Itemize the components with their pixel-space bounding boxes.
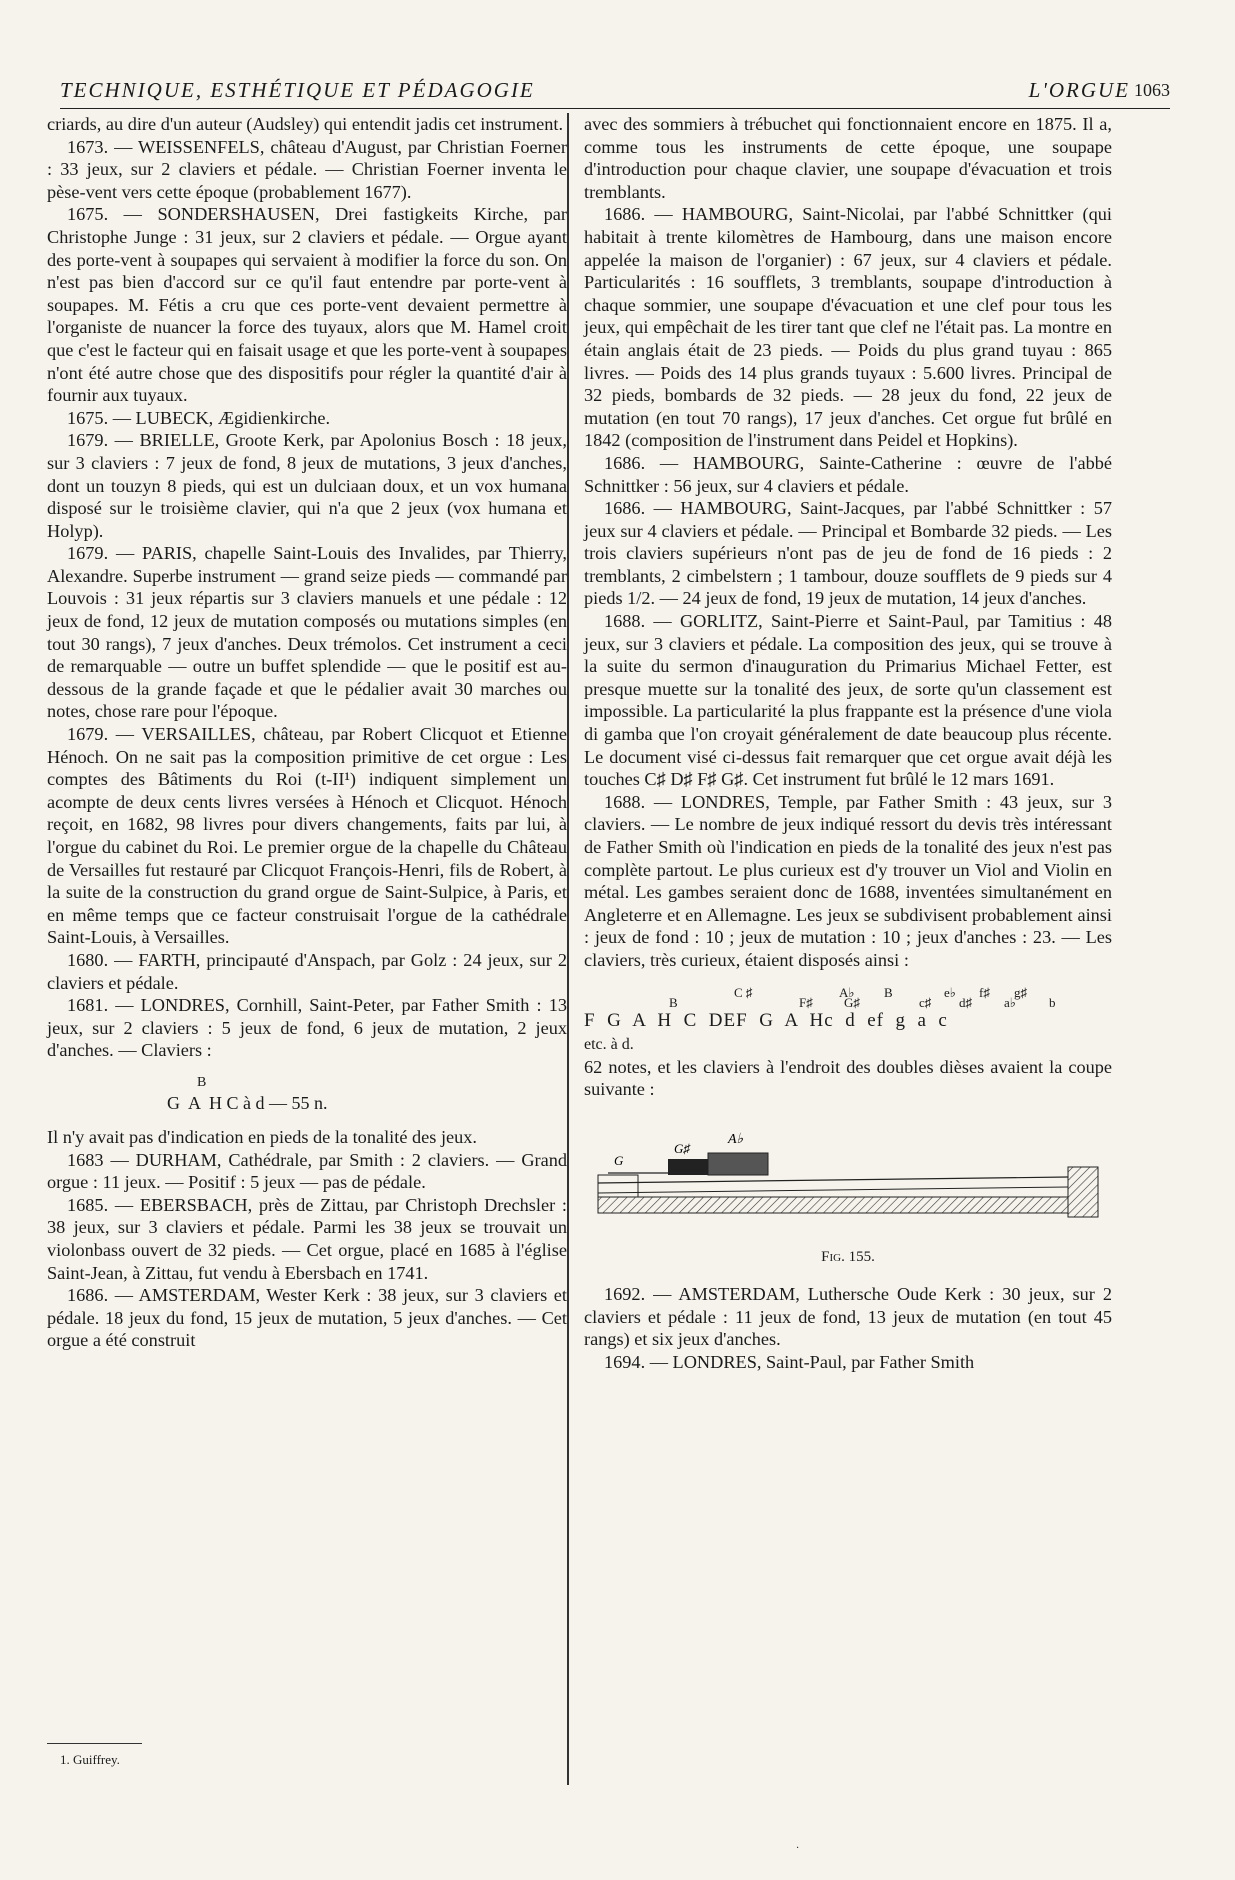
page-header xyxy=(60,74,1170,109)
label-g: G xyxy=(614,1152,624,1168)
entry-1679-paris: 1679. — PARIS, chapelle Saint-Louis des Invalides, par Thierry, Alexandre. Superbe instrument — grand seize pieds — commandé par Louvois : 31 jeux répartis sur 3 claviers manuels et une pédale : 12 jeux de fond, 12 jeux de mutation composés ou mutations simples (en tout 30 rangs), 7 jeux d'anches. Deux trémolos. Cet instrument a ceci de remarquable — outre un buffet splendide — que le positif est au-dessous de la grande façade et que le pédalier avait 30 marches ou notes, chose rare pour l'époque. xyxy=(47,543,567,722)
key-aflat xyxy=(708,1153,768,1175)
label-gsharp: G♯ xyxy=(674,1140,690,1156)
paragraph: Il n'y avait pas d'indication en pieds de la tonalité des jeux. xyxy=(47,1126,477,1147)
entry-1686-hambourg-catherine: 1686. — HAMBOURG, Sainte-Catherine : œuvre de l'abbé Schnittker : 56 jeux, sur 4 claviers et pédale. xyxy=(584,452,1112,496)
entry-1681: 1681. — LONDRES, Cornhill, Saint-Peter, par Father Smith : 13 jeux, sur 2 claviers : 5 jeux de fond, 6 jeux de mutation, 2 jeux d'anches. — Claviers : xyxy=(47,995,567,1061)
paragraph: avec des sommiers à trébuchet qui fonctionnaient encore en 1875. Il a, comme tous les instruments de cette époque, une soupape d'introduction pour chaque clavier, une soupape d'évacuation et trois tremblants. xyxy=(584,114,1112,202)
keyboard-accidental: F♯ xyxy=(799,994,813,1010)
keyboard-range: G A H C à d — 55 n. xyxy=(167,1092,328,1113)
entry-1688-londres: 1688. — LONDRES, Temple, par Father Smith : 43 jeux, sur 3 claviers. — Le nombre de jeux indiqué ressort du devis très intéressant de Father Smith où l'indication en pieds de la tonalité des jeux n'est pas complète partout. Le plus curieux est d'y trouver un Viol and Violin en métal. Les gambes seraient donc de 1688, inventées simultanément en Angleterre et en Allemagne. Les jeux se subdivisent probablement ainsi : jeux de fond : 10 ; jeux de mutation : 10 ; jeux d'anches : 23. — Les claviers, très curieux, étaient disposés ainsi : xyxy=(584,791,1112,970)
keyboard-accidental: d♯ xyxy=(959,994,972,1010)
keyboard-accidental: a♭ xyxy=(1004,994,1016,1010)
keyboard-accidental: A♭ xyxy=(839,984,855,1000)
entry-1675-sondershausen: 1675. — SONDERSHAUSEN, Drei fastigkeits Kirche, par Christophe Junge : 31 jeux, sur 2 claviers et pédale. — Orgue ayant des porte-vent à soupapes qui servaient à modifier la force du son. On n'est pas bien d'accord sur ce qu'il faut entendre par porte-vent à soupapes. M. Fétis a cru que ces porte-vent devaient permettre à l'organiste de nuancer la force des tuyaux, alors que M. Hamel croit que c'est le facteur qui en faisait usage et que les porte-vent à soupapes n'ont été autre chose que des dispositifs pour régler la quantité d'air à fournir aux tuyaux. xyxy=(47,204,567,406)
entry-1675-lubeck: 1675. — LUBECK, Ægidienkirche. xyxy=(67,407,331,428)
entry-1679-versailles: 1679. — VERSAILLES, château, par Robert Clicquot et Etienne Hénoch. On ne sait pas la composition primitive de cet orgue : Les comptes des Bâtiments du Roi (t-II¹) indiquent simplement un acompte de deux cents livres versées à Hénoch et Clicquot. Hénoch reçoit, en 1682, 98 livres pour divers changements, faits par lui, à l'orgue du cabinet du Roi. Le premier orgue de la chapelle du Château de Versailles fut restauré par Clicquot François-Henri, fils de Robert, à la suite de la construction du grand orgue de Saint-Sulpice, à Paris, et en même temps que ce facteur construisait l'orgue de la cathédrale Saint-Louis, à Versailles. xyxy=(47,724,567,948)
base-board xyxy=(598,1197,1068,1213)
column-divider xyxy=(567,113,569,1785)
keyboard-accidental: B xyxy=(669,994,678,1010)
paragraph: criards, au dire d'un auteur (Audsley) qui entendit jadis cet instrument. xyxy=(47,114,564,134)
key-gsharp xyxy=(668,1159,708,1175)
footnote: 1. Guiffrey. xyxy=(60,1752,120,1767)
figure-155 xyxy=(584,1117,1112,1243)
keyboard-upper-row xyxy=(584,982,1112,1010)
entry-1694: 1694. — LONDRES, Saint-Paul, par Father Smith xyxy=(604,1351,975,1372)
entry-1673: 1673. — WEISSENFELS, château d'August, par Christian Foerner : 33 jeux, sur 2 claviers et pédale. — Christian Foerner inventa le pèse-vent vers cette époque (probablement 1677). xyxy=(47,136,567,202)
footnote-rule xyxy=(47,1743,142,1744)
entry-1685: 1685. — EBERSBACH, près de Zittau, par Christoph Drechsler : 38 jeux, sur 3 claviers et pédale. Parmi les 38 jeux se trouvait un violonbass ouvert de 32 pieds. — Cet orgue, placé en 1685 à l'église Saint-Jean, à Zittau, fut vendu à Ebersbach en 1741. xyxy=(47,1194,567,1283)
keyboard-notation-1681 xyxy=(47,1072,567,1122)
front-block xyxy=(598,1175,638,1197)
section-title: L'ORGUE xyxy=(1028,78,1130,102)
keyboard-tail: etc. à d. xyxy=(584,1035,634,1053)
keyboard-notation-1688 xyxy=(584,982,1112,1052)
keyboard-accidental: b xyxy=(1049,994,1056,1010)
figure-caption: Fig. 155. xyxy=(821,1249,875,1266)
paragraph: 62 notes, et les claviers à l'endroit des doubles dièses avaient la coupe suivante : xyxy=(584,1056,1112,1100)
entry-1686-hambourg-nicolai: 1686. — HAMBOURG, Saint-Nicolai, par l'abbé Schnittker (qui habitait à trente kilomètres de Hambourg, dans une maison encore appelée la maison de l'organier) : 67 jeux, sur 4 claviers et pédale. Particularités : 16 soufflets, 3 tremblants, soupape d'introduction à chaque sommier, une soupape d'évacuation et une clef pour tous les jeux, qui empêchait de les tirer tant que clef ne l'était pas. La montre en étain anglais était de 23 pieds. — Poids du plus grand tuyau : 865 livres. — Poids des 14 plus grands tuyaux : 5.600 livres. Principal de 32 pieds, bombards de 32 pieds. — 28 jeux du fond, 22 jeux de mutation (en tout 70 rangs), 17 jeux d'anches. Cet orgue fut brûlé en 1842 (composition de l'instrument dans Peidel et Hopkins). xyxy=(584,204,1112,451)
label-aflat: A♭ xyxy=(728,1131,744,1147)
keyboard-accidental: f♯ xyxy=(979,984,990,1000)
entry-1688-gorlitz: 1688. — GORLITZ, Saint-Pierre et Saint-Paul, par Tamitius : 48 jeux, sur 3 claviers et pédale. La composition des jeux, qui se trouve à la suite du sermon d'inauguration du Primarius Michael Fetter, est presque muette sur la tonalité des jeux, de sorte qu'un classement est impossible. La particularité la plus frappante est la présence d'une viola di gamba que l'on croyait généralement de date beaucoup plus récente. Le document visé ci-dessus fait remarquer que cet orgue avait déjà les touches C♯ D♯ F♯ G♯. Cet instrument fut brûlé le 12 mars 1691. xyxy=(584,611,1112,790)
entry-1686-hambourg-jacques: 1686. — HAMBOURG, Saint-Jacques, par l'abbé Schnittker : 57 jeux sur 4 claviers et pédale. — Principal et Bombarde 32 pieds. — Les trois claviers supérieurs n'ont pas de jeu de fond de 16 pieds : 2 tremblants, 2 cimbelstern ; 1 tambour, douze soufflets de 9 pieds sur 4 pieds 1/2. — 24 jeux de fond, 19 jeux de mutation, 14 jeux d'anches. xyxy=(584,498,1112,609)
keyboard-upper-note: B xyxy=(197,1074,207,1090)
running-title: TECHNIQUE, ESTHÉTIQUE ET PÉDAGOGIE xyxy=(60,78,535,102)
keyboard-section-drawing xyxy=(588,1117,1108,1237)
keyboard-accidental: g♯ xyxy=(1014,984,1027,1000)
keyboard-accidental: C ♯ xyxy=(734,984,753,1000)
bottom-mark: . xyxy=(796,1840,800,1851)
keyboard-accidental: G♯ xyxy=(844,994,860,1010)
keyboard-accidental: B xyxy=(884,984,893,1000)
keyboard-accidental: e♭ xyxy=(944,984,956,1000)
page-number: 1063 xyxy=(1134,80,1170,100)
entry-1679-brielle: 1679. — BRIELLE, Groote Kerk, par Apolonius Bosch : 18 jeux, sur 3 claviers : 7 jeux de fond, 8 jeux de mutations, 3 jeux d'anches, dont un touzyn 8 pieds, qui est un dulciaan doux, et un vox humana disposé sur le troisième clavier, qui n'a que 2 jeux (vox humana et Holyp). xyxy=(47,430,567,541)
entry-1683: 1683 — DURHAM, Cathédrale, par Smith : 2 claviers. — Grand orgue : 11 jeux. — Positif : 5 jeux — pas de pédale. xyxy=(47,1149,567,1193)
right-column xyxy=(584,113,1112,1373)
keyboard-accidental: c♯ xyxy=(919,994,932,1010)
left-column xyxy=(47,113,567,1352)
rear-block xyxy=(1068,1167,1098,1217)
keyboard-lower-row: F G A H C DEF G A Hc d ef g a c xyxy=(584,1009,948,1031)
entry-1680: 1680. — FARTH, principauté d'Anspach, par Golz : 24 jeux, sur 2 claviers et pédale. xyxy=(47,949,567,993)
entry-1686-amsterdam: 1686. — AMSTERDAM, Wester Kerk : 38 jeux, sur 3 claviers et pédale. 18 jeux du fond, 15 jeux de mutation, 5 jeux d'anches. — Cet orgue a été construit xyxy=(47,1285,567,1351)
entry-1692: 1692. — AMSTERDAM, Luthersche Oude Kerk : 30 jeux, sur 2 claviers et pédale : 11 jeux de fond, 13 jeux de mutation (en tout 45 rangs) et six jeux d'anches. xyxy=(584,1283,1112,1350)
